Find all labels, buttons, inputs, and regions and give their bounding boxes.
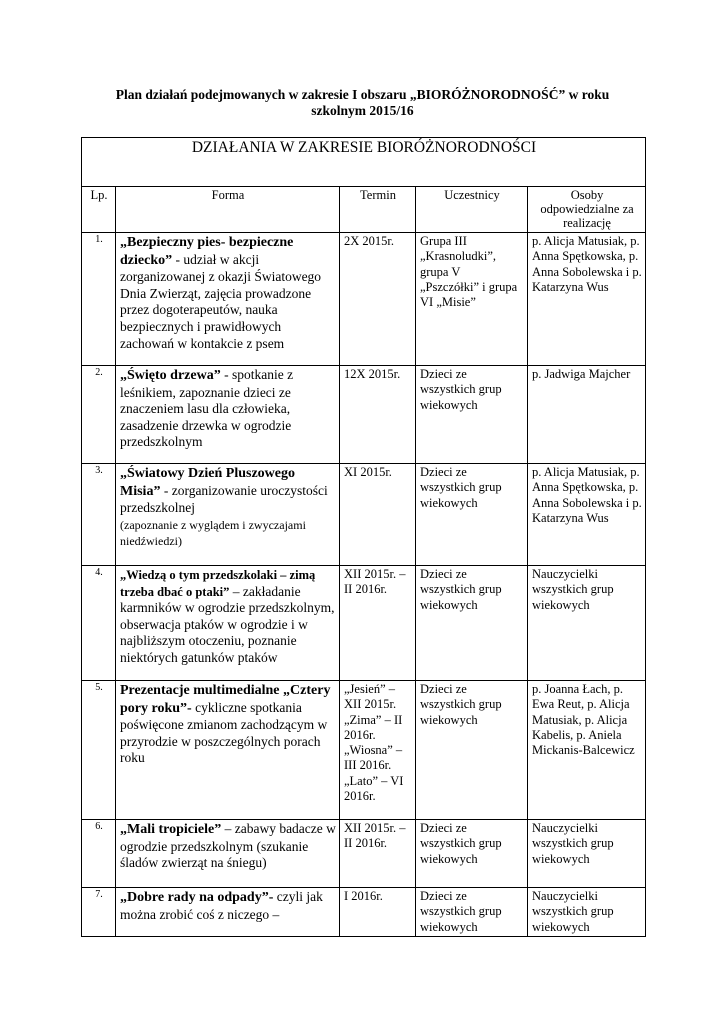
row-forma [116, 464, 340, 566]
forma-title: „Mali tropiciele” [120, 822, 222, 837]
row-forma [116, 820, 340, 888]
row-number: 7. [82, 888, 116, 937]
header-uczestnicy: Uczestnicy [416, 187, 528, 233]
row-number: 4. [82, 566, 116, 681]
row-uczestnicy: Dzieci ze wszystkich grup wiekowych [416, 464, 528, 566]
row-osoby: Nauczycielki wszystkich grup wiekowych [528, 820, 646, 888]
table-banner-row [82, 138, 646, 187]
forma-description: - spotkanie z leśnikiem, zapoznanie dzieci ze znaczeniem lasu dla człowieka, zasadzenie drzewka w ogrodzie przedszkolnym [120, 367, 294, 450]
row-termin: 12X 2015r. [340, 366, 416, 464]
row-number: 6. [82, 820, 116, 888]
table-row [82, 566, 646, 681]
header-lp: Lp. [82, 187, 116, 233]
row-number: 5. [82, 681, 116, 820]
header-forma: Forma [116, 187, 340, 233]
row-osoby: p. Joanna Łach, p. Ewa Reut, p. Alicja Matusiak, p. Alicja Kabelis, p. Aniela Mickanis-Balcewicz [528, 681, 646, 820]
row-forma [116, 366, 340, 464]
table-row [82, 888, 646, 937]
row-termin: 2X 2015r. [340, 233, 416, 366]
forma-description: - udział w akcji zorganizowanej z okazji Światowego Dnia Zwierząt, zajęcia prowadzone przez dogoterapeutów, nauka bezpiecznych i prawidłowych zachowań w kontakcie z psem [120, 251, 322, 351]
forma-title: „Światowy Dzień Pluszowego Misia” [120, 466, 295, 499]
row-termin: XII 2015r. – II 2016r. [340, 820, 416, 888]
forma-description: - zorganizowanie uroczystości przedszkolnej [120, 482, 328, 516]
row-osoby: Nauczycielki wszystkich grup wiekowych [528, 566, 646, 681]
row-forma [116, 681, 340, 820]
row-uczestnicy: Dzieci ze wszystkich grup wiekowych [416, 681, 528, 820]
forma-description: cykliczne spotkania poświęcone zmianom zachodzącym w przyrodzie w poszczególnych porach roku [120, 699, 328, 766]
row-number: 1. [82, 233, 116, 366]
row-uczestnicy: Dzieci ze wszystkich grup wiekowych [416, 888, 528, 937]
row-osoby: p. Alicja Matusiak, p. Anna Spętkowska, p. Anna Sobolewska i p. Katarzyna Wus [528, 233, 646, 366]
table-banner: DZIAŁANIA W ZAKRESIE BIORÓŻNORODNOŚCI [82, 138, 646, 187]
header-osoby: Osoby odpowiedzialne za realizację [528, 187, 646, 233]
row-termin: „Jesień” – XII 2015r. „Zima” – II 2016r. „Wiosna” – III 2016r. „Lato” – VI 2016r. [340, 681, 416, 820]
table-row [82, 820, 646, 888]
table-row [82, 233, 646, 366]
title-line-2: szkolnym 2015/16 [311, 103, 414, 118]
row-uczestnicy: Dzieci ze wszystkich grup wiekowych [416, 820, 528, 888]
row-number: 2. [82, 366, 116, 464]
forma-description: czyli jak można zrobić coś z niczego – [120, 889, 323, 922]
row-number: 3. [82, 464, 116, 566]
forma-title: „Wiedzą o tym przedszkolaki – zimą trzeba dbać o ptaki” [120, 568, 316, 599]
row-osoby: p. Alicja Matusiak, p. Anna Spętkowska, p. Anna Sobolewska i p. Katarzyna Wus [528, 464, 646, 566]
table-row [82, 366, 646, 464]
row-uczestnicy: Grupa III „Krasnoludki”, grupa V „Pszczółki” i grupa VI „Misie” [416, 233, 528, 366]
row-osoby: p. Jadwiga Majcher [528, 366, 646, 464]
title-line-1: Plan działań podejmowanych w zakresie I obszaru „BIORÓŻNORODNOŚĆ” w roku [115, 87, 610, 102]
row-termin: XII 2015r. – II 2016r. [340, 566, 416, 681]
row-forma [116, 888, 340, 937]
forma-description: – zakładanie karmników w ogrodzie przedszkolnym, obserwacja ptaków w ogrodzie i w najbliższym otoczeniu, poznanie niektórych gatunków ptaków [120, 583, 335, 665]
table-row [82, 681, 646, 820]
forma-title: „Bezpieczny pies- bezpieczne dziecko” [120, 235, 294, 268]
row-termin: XI 2015r. [340, 464, 416, 566]
row-uczestnicy: Dzieci ze wszystkich grup wiekowych [416, 566, 528, 681]
table-header-row [82, 187, 646, 233]
document-title [80, 87, 645, 119]
forma-description: – zabawy badacze w ogrodzie przedszkolnym (szukanie śladów zwierząt na śniegu) [120, 821, 336, 871]
row-forma [116, 566, 340, 681]
header-termin: Termin [340, 187, 416, 233]
forma-note: (zapoznanie z wyglądem i zwyczajami niedźwiedzi) [120, 517, 306, 549]
row-osoby: Nauczycielki wszystkich grup wiekowych [528, 888, 646, 937]
forma-title: Prezentacje multimedialne „Cztery pory roku”- [120, 683, 331, 716]
row-forma [116, 233, 340, 366]
table-row [82, 464, 646, 566]
activities-table [81, 137, 646, 937]
forma-title: „Święto drzewa” [120, 368, 221, 383]
row-uczestnicy: Dzieci ze wszystkich grup wiekowych [416, 366, 528, 464]
row-termin: I 2016r. [340, 888, 416, 937]
forma-title: „Dobre rady na odpady”- [120, 890, 274, 905]
